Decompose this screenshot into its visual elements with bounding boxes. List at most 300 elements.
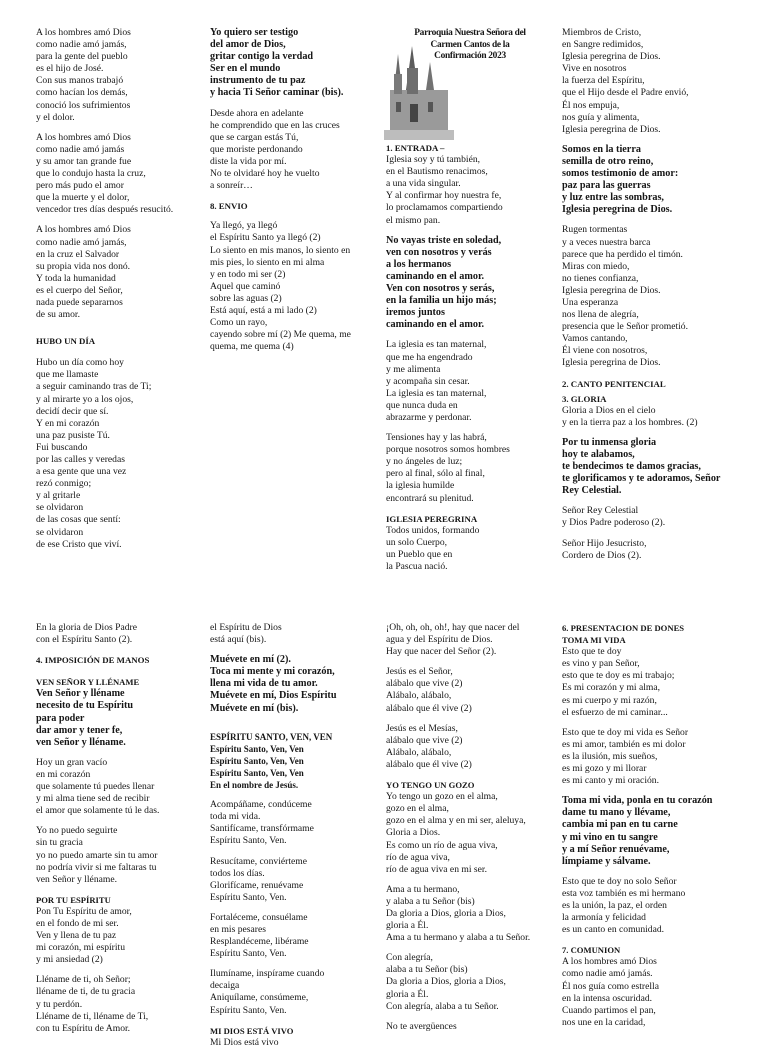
lyric-line: la Pascua nació. [386, 561, 448, 572]
lyric-line: caminando en el amor. [386, 270, 485, 282]
lyric-line: esto que te doy es mi trabajo; [562, 670, 675, 682]
stanza [36, 224, 196, 321]
lyric-line: Jesús es el Señor, [386, 666, 453, 678]
lyric-line: Una esperanza [562, 296, 619, 308]
lyric-line: del amor de Dios, [210, 39, 286, 51]
lyric-line: es vino y pan Señor, [562, 658, 640, 670]
lyric-line: alábalo que vive (2) [386, 678, 463, 690]
lyric-line: Toca mi mente y mi corazón, [210, 666, 335, 678]
lyric-line: Y toda la humanidad [36, 272, 116, 284]
header-line: Cantos de la [463, 39, 510, 50]
lyric-line: vencedor tres días después resucitó. [36, 204, 174, 216]
lyric-line: La iglesia es tan maternal, [386, 387, 487, 399]
lyric-line: alaba a tu Señor (bis) [386, 964, 468, 976]
lyric-line: no podría vivir si me faltaras tu [36, 861, 157, 873]
lyric-line: yo no puedo amarte sin tu amor [36, 849, 158, 861]
column-4 [562, 27, 737, 570]
column-1 [36, 27, 196, 559]
lyric-line: río de agua viva, [386, 851, 450, 863]
lyric-line: lo proclamamos compartiendo [386, 202, 503, 214]
lyric-line: parece que ha perdido el timón. [562, 248, 683, 260]
lyric-line: un Pueblo que en [386, 548, 453, 560]
stanza [386, 791, 556, 876]
lyric-line: en mi corazón [36, 768, 91, 780]
lyric-line: necesito de tu Espíritu [36, 700, 134, 712]
stanza [36, 974, 206, 1034]
lyric-line: iremos juntos [386, 307, 445, 319]
lyric-line: y acompaña sin cesar. [386, 375, 470, 387]
stanza [562, 956, 742, 1029]
lyric-line: en mis pesares [210, 923, 266, 935]
lyric-line: y en todo mi ser (2) [210, 268, 286, 280]
lyric-line: nos une en la caridad, [562, 1016, 646, 1028]
lyric-line: y mi alma tiene sed de recibir [36, 793, 150, 805]
header-line: Parroquia [414, 28, 453, 38]
stanza [562, 646, 742, 719]
lyric-line: como nadie amó jamás, [36, 236, 127, 248]
stanza [562, 505, 737, 529]
lyric-line: es el cuerpo del Señor, [36, 284, 123, 296]
lyric-line: Iglesia soy y tú también, [386, 154, 481, 166]
column-7 [386, 622, 556, 1041]
lyric-line: Iglesia peregrina de Dios. [562, 357, 661, 369]
stanza [386, 525, 554, 573]
lyric-line: sobre las aguas (2) [210, 292, 282, 304]
stanza [210, 968, 380, 1016]
lyric-line: como hacían los demás, [36, 87, 128, 99]
lyric-line: Espíritu Santo, Ven. [210, 891, 287, 903]
lyric-line: Da gloria a Dios, gloria a Dios, [386, 907, 506, 919]
lyric-line: Fortaléceme, consuélame [210, 911, 308, 923]
lyric-line: diste la vida por mí. [210, 155, 287, 167]
lyric-line: por las calles y veredas [36, 454, 125, 465]
stanza [36, 357, 196, 551]
chorus [562, 795, 742, 868]
lyric-line: Rey Celestial. [562, 485, 622, 497]
lyric-line: la fuerza del Espíritu, [562, 75, 645, 87]
lyric-line: que se cargan estás Tú, [210, 131, 299, 143]
lyric-line: Señor Hijo Jesucristo, [562, 537, 647, 549]
lyric-line: Acompáñame, condúceme [210, 799, 312, 811]
lyric-line: es un canto en comunidad. [562, 924, 665, 936]
lyric-line: Gloria a Dios. [386, 827, 441, 839]
lyric-line: Señor Rey Celestial [562, 505, 639, 517]
lyric-line: Mi Dios está vivo [210, 1036, 279, 1048]
lyric-line: Con sus manos trabajó [36, 75, 124, 87]
header-line: 2023 [488, 51, 506, 62]
stanza [36, 622, 206, 646]
lyric-line: pero al final, sólo al final, [386, 468, 485, 480]
chorus [36, 688, 206, 748]
lyric-line: Él viene con nosotros, [562, 345, 648, 357]
header-line: Confirmación [434, 51, 487, 62]
lyric-line: la armonía y felicidad [562, 912, 646, 924]
lyric-line: el Espíritu de Dios [210, 622, 282, 633]
stanza [36, 27, 196, 124]
lyric-line: y al gritarle [36, 490, 81, 502]
lyric-line: a sonreír… [210, 180, 253, 192]
lyric-line: somos testimonio de amor: [562, 168, 679, 180]
stanza [562, 27, 737, 136]
lyric-line: nos guía y alimenta, [562, 111, 640, 123]
lyric-line: su propia vida nos donó. [36, 260, 131, 272]
lyric-line: quema, me quema (4) [210, 341, 294, 353]
lyric-line: Ven Señor y lléname [36, 688, 125, 700]
song-title: POR TU ESPÍRITU [36, 894, 111, 905]
lyric-line: en la intensa oscuridad. [562, 992, 653, 1004]
lyric-line: Iglesia peregrina de Dios. [562, 123, 661, 135]
stanza [210, 856, 380, 904]
lyric-line: Muévete en mí, Dios Espíritu [210, 690, 337, 702]
lyric-line: es mi gozo y mi llorar [562, 763, 647, 775]
lyric-line: en la familia un hijo más; [386, 295, 497, 307]
lyric-line: Con alegría, [386, 952, 433, 964]
stanza [386, 884, 556, 944]
stanza [210, 622, 380, 646]
lyric-line: Espíritu Santo, Ven. [210, 948, 287, 960]
section-title: 3. GLORIA [562, 393, 607, 404]
song-title: HUBO UN DÍA [36, 336, 96, 347]
lyric-line: Gloria a Dios en el cielo [562, 404, 656, 416]
lyric-line: el mismo pan. [386, 214, 441, 226]
lyric-line: A los hombres amó Dios [562, 956, 657, 968]
lyric-line: Vive en nosotros [562, 63, 627, 75]
lyric-line: Alábalo, alábalo, [386, 746, 452, 758]
lyric-line: A los hombres amó Dios [36, 224, 131, 236]
section-title: 8. ENVIO [210, 201, 248, 212]
lyric-line: Espíritu Santo, Ven, Ven [210, 755, 304, 766]
church-illustration [384, 44, 454, 140]
lyric-line: Espíritu Santo, Ven. [210, 1004, 287, 1016]
chorus [386, 235, 554, 332]
stanza [386, 432, 554, 505]
lyric-line: La iglesia es tan maternal, [386, 339, 487, 351]
stanza [386, 154, 554, 227]
lyric-line: llena mi vida de tu amor. [210, 678, 318, 690]
song-title: MI DIOS ESTÁ VIVO [210, 1025, 294, 1036]
lyric-line: y Dios Padre poderoso (2). [562, 517, 666, 529]
stanza [210, 108, 375, 193]
lyric-line: hoy te alabamos, [562, 449, 635, 460]
lyric-line: es mi canto y mi oración. [562, 775, 659, 787]
lyric-line: Lléname de ti, lléname de Ti, [36, 1010, 149, 1022]
lyric-line: te bendecimos te damos gracias, [562, 461, 701, 473]
stanza [210, 1037, 380, 1049]
stanza [36, 132, 196, 217]
stanza [36, 906, 206, 966]
lyric-line: Ama a tu hermano y alaba a tu Señor. [386, 932, 531, 944]
lyric-line: Esto que te doy no solo Señor [562, 875, 677, 887]
lyric-line: Tensiones hay y las habrá, [386, 432, 487, 444]
lyric-line: que me ha engendrado [386, 351, 473, 363]
lyric-line: caminando en el amor. [386, 319, 485, 331]
lyric-line: a esa gente que una vez [36, 466, 127, 478]
lyric-line: con el Espíritu Santo (2). [36, 634, 133, 646]
chorus [210, 654, 380, 714]
lyric-line: y a veces nuestra barca [562, 236, 651, 248]
lyric-line: Ser en el mundo [210, 63, 281, 75]
lyric-line: para la gente del pueblo [36, 51, 128, 63]
chorus [562, 437, 737, 497]
lyric-line: Iglesia peregrina de Dios. [562, 284, 661, 296]
lyric-line: cambia mi pan en tu carne [562, 819, 678, 831]
lyric-line: Espíritu Santo, Ven, Ven [210, 743, 304, 754]
lyric-line: y alaba a tu Señor (bis) [386, 895, 475, 907]
song-title: VEN SEÑOR Y LLÉNAME [36, 677, 140, 688]
lyric-line: Resplandéceme, libérame [210, 936, 309, 948]
lyric-line: Ya llegó, ya llegó [210, 220, 278, 232]
lyric-line: Esto que te doy mi vida es Señor [562, 726, 689, 738]
stanza [386, 1021, 556, 1033]
section-title: 1. ENTRADA – [386, 143, 445, 153]
lyric-line: Cordero de Dios (2). [562, 549, 642, 561]
lyric-line: Y al confirmar hoy nuestra fe, [386, 190, 502, 202]
lyric-line: ¡Oh, oh, oh, oh!, hay que nacer del [386, 622, 520, 633]
lyric-line: ven con nosotros y verás [386, 246, 492, 258]
column-2 [210, 27, 375, 361]
stanza [36, 825, 206, 885]
lyric-line: dar amor y tener fe, [36, 724, 123, 736]
lyric-line: el Espíritu Santo ya llegó (2) [210, 232, 321, 244]
lyric-line: el amor que solamente tú le das. [36, 805, 160, 817]
lyric-line: y el dolor. [36, 111, 75, 123]
lyric-line: en la cruz el Salvador [36, 248, 120, 260]
lyric-line: que me llamaste [36, 369, 99, 381]
lyric-line: pero más pudo el amor [36, 180, 124, 192]
lyric-line: límpiame y sálvame. [562, 855, 651, 867]
lyric-line: Miras con miedo, [562, 260, 630, 272]
lyric-line: Lléname de ti, oh Señor; [36, 974, 131, 986]
lyric-line: Santifícame, transfórmame [210, 823, 314, 835]
lyric-line: que moriste perdonando [210, 143, 303, 155]
lyric-line: dame tu mano y llévame, [562, 807, 671, 819]
lyric-line: Está aquí, está a mi lado (2) [210, 304, 317, 316]
lyric-line: y hacia Ti Señor caminar (bis). [210, 87, 344, 99]
column-3 [386, 142, 554, 581]
stanza [386, 622, 556, 658]
lyric-line: como nadie amó jamás. [562, 968, 653, 980]
lyric-line: ven Señor y lléname. [36, 873, 117, 885]
lyric-line: río de agua viva en mi ser. [386, 863, 487, 875]
stanza [36, 757, 206, 817]
lyric-line: presencia que le Señor prometió. [562, 321, 689, 333]
lyric-line: Fui buscando [36, 441, 88, 453]
lyric-line: toda mi vida. [210, 811, 261, 823]
lyric-line: encontrará su plenitud. [386, 492, 474, 504]
lyric-line: es la ilusión, mis sueños, [562, 750, 658, 762]
lyric-line: gozo en el alma, [386, 803, 449, 815]
lyric-line: Hubo un día como hoy [36, 357, 124, 369]
stanza [562, 405, 737, 429]
lyric-line: Yo tengo un gozo en el alma, [386, 791, 498, 803]
lyric-line: es mi amor, también es mi dolor [562, 738, 686, 750]
lyric-line: que la muerte y el dolor, [36, 192, 130, 204]
column-8 [562, 622, 742, 1037]
lyric-line: A los hombres amó Dios [36, 27, 131, 38]
lyric-line: de su amor. [36, 309, 80, 321]
stanza [562, 727, 742, 787]
lyric-line: Rugen tormentas [562, 224, 628, 236]
lyric-line: Miembros de Cristo, [562, 27, 642, 38]
stanza [386, 339, 554, 424]
lyric-line: Somos en la tierra [562, 143, 641, 155]
lyric-line: sin tu gracia [36, 837, 83, 849]
lyric-line: Aniquílame, consúmeme, [210, 992, 309, 1004]
lyric-line: mi corazón, mi espíritu [36, 942, 125, 954]
lyric-line: y al mirarte yo a los ojos, [36, 393, 134, 405]
lyric-line: gritar contigo la verdad [210, 51, 314, 63]
lyric-line: y me alimenta [386, 363, 441, 375]
lyric-line: agua y del Espíritu de Dios. [386, 634, 493, 646]
lyric-line: en Sangre redimidos, [562, 39, 644, 51]
lyric-line: abrazarme y perdonar. [386, 411, 472, 423]
lyric-line: Desde ahora en adelante [210, 107, 304, 119]
lyric-line: de las cosas que sentí: [36, 514, 121, 526]
song-title: YO TENGO UN GOZO [386, 780, 475, 791]
chorus [210, 731, 380, 791]
lyric-line: Ilumíname, inspírame cuando [210, 968, 325, 980]
lyric-line: y tu perdón. [36, 998, 83, 1010]
lyric-line: a una vida singular. [386, 178, 461, 190]
stanza [386, 666, 556, 714]
column-5 [36, 622, 206, 1043]
lyric-line: Pon Tu Espíritu de amor, [36, 905, 132, 917]
lyric-line: Y en mi corazón [36, 417, 100, 429]
lyric-line: Toma mi vida, ponla en tu corazón [562, 795, 713, 807]
lyric-line: Jesús es el Mesías, [386, 722, 458, 734]
lyric-line: nos llena de alegría, [562, 309, 639, 321]
lyric-line: lléname de ti, de tu gracia [36, 986, 136, 998]
lyric-line: gloria a Él. [386, 988, 429, 1000]
lyric-line: Iglesia peregrina de Dios. [562, 204, 673, 216]
lyric-line: cayendo sobre mí (2) Me quema, me [210, 329, 351, 341]
lyric-line: Yo no puedo seguirte [36, 825, 118, 837]
stanza [562, 224, 737, 369]
lyric-line: es la unión, la paz, el orden [562, 899, 667, 911]
lyric-line: mis pies, lo siento en mi alma [210, 256, 325, 268]
lyric-line: En la gloria de Dios Padre [36, 622, 137, 633]
chorus [210, 27, 375, 100]
lyric-line: que solamente tú puedes llenar [36, 781, 155, 793]
lyric-line: esta voz también es mi hermano [562, 887, 686, 899]
lyric-line: En el nombre de Jesús. [210, 780, 299, 791]
section-title: 7. COMUNION [562, 945, 621, 956]
section-title: 4. IMPOSICIÓN DE MANOS [36, 655, 150, 666]
lyric-line: como nadie amó jamás, [36, 39, 127, 51]
lyric-line: y no ángeles de luz; [386, 456, 463, 468]
stanza [386, 723, 556, 771]
lyric-line: un solo Cuerpo, [386, 536, 448, 548]
lyric-line: Muévete en mí (bis). [210, 702, 299, 714]
section-title: 6. PRESENTACION DE DONES [562, 623, 685, 633]
lyric-line: de ese Cristo que viví. [36, 538, 122, 550]
lyric-line: rezó conmigo; [36, 478, 92, 490]
lyric-line: instrumento de tu paz [210, 75, 306, 87]
lyric-line: una paz pusiste Tú. [36, 429, 110, 441]
lyric-line: No te olvidaré hoy he vuelto [210, 168, 320, 180]
lyric-line: Ven y llena de tu paz [36, 930, 117, 942]
lyric-line: todos los días. [210, 867, 265, 879]
lyric-line: alábalo que vive (2) [386, 734, 463, 746]
lyric-line: Espíritu Santo, Ven. [210, 835, 287, 847]
lyric-line: he comprendido que en las cruces [210, 119, 340, 131]
lyric-line: que el Hijo desde el Padre envió, [562, 87, 689, 99]
lyric-line: conoció los sufrimientos [36, 99, 131, 111]
lyric-line: con tu Espíritu de Amor. [36, 1022, 131, 1034]
lyric-line: que nunca duda en [386, 399, 458, 411]
lyric-line: decaiga [210, 980, 240, 992]
lyric-line: Aquel que caminó [210, 280, 281, 292]
lyric-line: y luz entre las sombras, [562, 192, 664, 204]
lyric-line: Es mi corazón y mi alma, [562, 682, 661, 694]
lyric-line: como nadie amó jamás [36, 143, 125, 155]
lyric-line: Da gloria a Dios, gloria a Dios, [386, 976, 506, 988]
lyric-line: A los hombres amó Dios [36, 131, 131, 143]
lyric-line: está aquí (bis). [210, 634, 267, 646]
lyric-line: No te avergüences [386, 1020, 457, 1032]
lyric-line: Alábalo, alábalo, [386, 690, 452, 702]
lyric-line: y a mí Señor renuévame, [562, 843, 670, 855]
section-title: 2. CANTO PENITENCIAL [562, 378, 666, 389]
lyric-line: porque nosotros somos hombres [386, 444, 510, 456]
lyric-line: se olvidaron [36, 502, 84, 514]
lyric-line: alábalo que él vive (2) [386, 702, 472, 714]
lyric-line: ven Señor y lléname. [36, 736, 126, 748]
lyric-line: Como un rayo, [210, 317, 268, 329]
lyric-line: que lo condujo hasta la cruz, [36, 168, 146, 180]
lyric-line: decidí decir que sí. [36, 405, 109, 417]
stanza [210, 912, 380, 960]
lyric-line: el esfuerzo de mi caminar... [562, 706, 668, 718]
lyric-line: ESPÍRITU SANTO, VEN, VEN [210, 731, 333, 742]
lyric-line: Yo quiero ser testigo [210, 27, 299, 38]
lyric-line: a los hermanos [386, 258, 452, 270]
lyric-line: gozo en el alma y en mi ser, aleluya, [386, 815, 526, 827]
lyric-line: alábalo que él vive (2) [386, 758, 472, 770]
lyric-line: la iglesia humilde [386, 480, 455, 492]
stanza [210, 799, 380, 847]
lyric-line: Hay que nacer del Señor (2). [386, 646, 497, 658]
lyric-line: Espíritu Santo, Ven, Ven [210, 767, 304, 778]
column-6 [210, 622, 380, 1057]
lyric-line: es mi cuerpo y mi razón, [562, 694, 657, 706]
song-title: IGLESIA PEREGRINA [386, 513, 478, 524]
lyric-line: te glorificamos y te adoramos, Señor [562, 473, 721, 485]
lyric-line: y en la tierra paz a los hombres. (2) [562, 416, 698, 428]
lyric-line: Vamos cantando, [562, 333, 628, 345]
lyric-line: nada puede separarnos [36, 296, 123, 308]
lyric-line: para poder [36, 712, 85, 724]
lyric-line: se olvidaron [36, 526, 84, 538]
header-line: Nuestra Señora del Carmen [430, 28, 526, 50]
lyric-line: Todos unidos, formando [386, 524, 480, 536]
lyric-line: en el fondo de mi ser. [36, 917, 119, 929]
lyric-line: Cuando partimos el pan, [562, 1004, 656, 1016]
lyric-line: a seguir caminando tras de Ti; [36, 381, 152, 393]
lyric-line: Ama a tu hermano, [386, 883, 460, 895]
lyric-line: Glorifícame, renuévame [210, 879, 304, 891]
lyric-line: y mi vino en tu sangre [562, 831, 658, 843]
lyric-line: semilla de otro reino, [562, 155, 654, 167]
lyric-line: Muévete en mí (2). [210, 654, 291, 666]
stanza [562, 876, 742, 936]
lyric-line: Él nos empuja, [562, 99, 620, 111]
lyric-line: gloria a Él. [386, 920, 429, 932]
lyric-line: Es como un río de agua viva, [386, 839, 498, 851]
lyric-line: no tienes confianza, [562, 272, 639, 284]
lyric-line: y su amor tan grande fue [36, 155, 132, 167]
lyric-line: Ven con nosotros y serás, [386, 283, 495, 295]
